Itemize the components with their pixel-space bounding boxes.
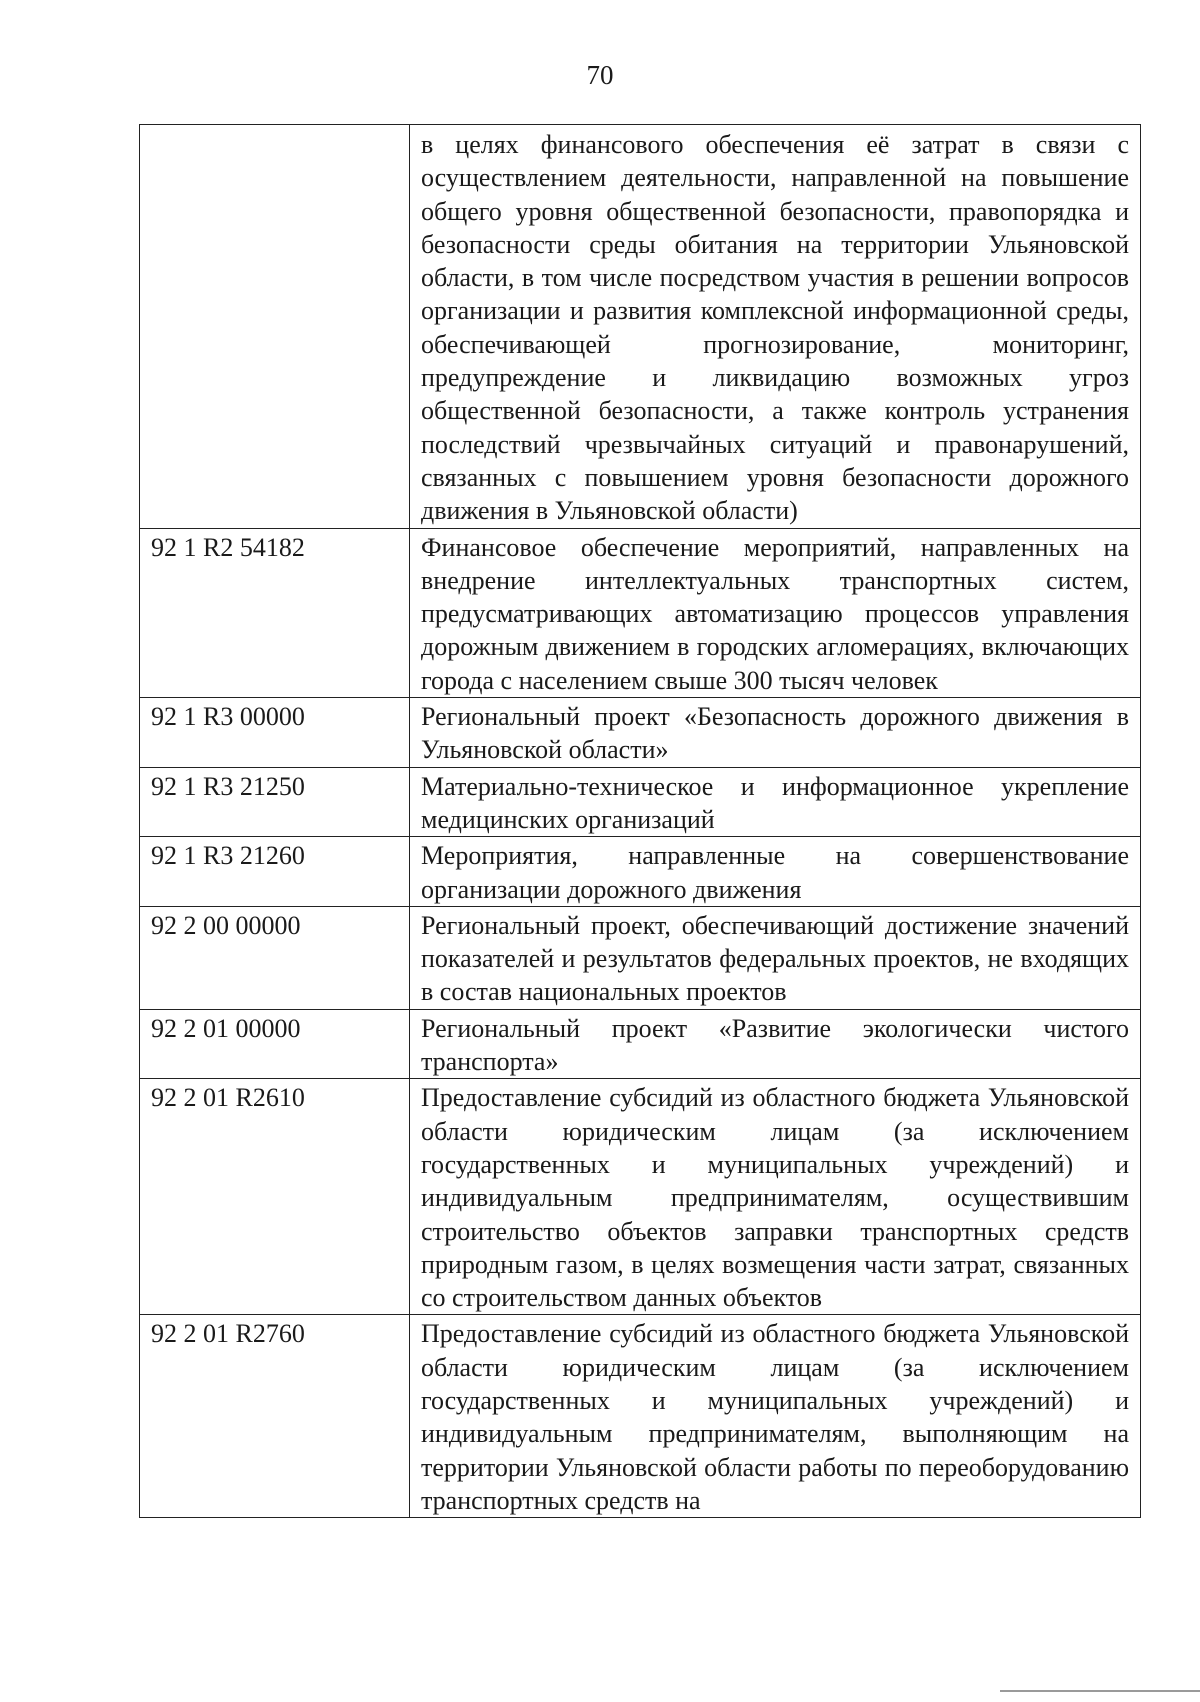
description-cell: Региональный проект «Развитие экологически чистого транспорта» (410, 1009, 1141, 1079)
description-cell: Предоставление субсидий из областного бюджета Ульяновской области юридическим лицам (за исключением государственных и муниципальных учреждений) и индивидуальным предпринимателям, выполняющим на территории Ульяновской области работы по переоборудованию транспортных средств на (410, 1315, 1141, 1518)
code-cell: 92 2 01 R2610 (140, 1079, 410, 1315)
table-row (140, 528, 1141, 697)
scan-edge-line (1000, 1690, 1200, 1692)
code-cell: 92 1 R3 21250 (140, 767, 410, 837)
table-row (140, 1315, 1141, 1518)
code-cell (140, 125, 410, 529)
description-cell: Предоставление субсидий из областного бюджета Ульяновской области юридическим лицам (за исключением государственных и муниципальных учреждений) и индивидуальным предпринимателям, осуществившим строительство объектов заправки транспортных средств природным газом, в целях возмещения части затрат, связанных со строительством данных объектов (410, 1079, 1141, 1315)
description-cell: Региональный проект «Безопасность дорожного движения в Ульяновской области» (410, 698, 1141, 768)
table-row (140, 1009, 1141, 1079)
code-cell: 92 1 R2 54182 (140, 528, 410, 697)
description-cell: в целях финансового обеспечения её затрат в связи с осуществлением деятельности, направленной на повышение общего уровня общественной безопасности, правопорядка и безопасности среды обитания на территории Ульяновской области, в том числе посредством участия в решении вопросов организации и развития комплексной информационной среды, обеспечивающей прогнозирование, мониторинг, предупреждение и ликвидацию возможных угроз общественной безопасности, а также контроль устранения последствий чрезвычайных ситуаций и правонарушений, связанных с повышением уровня безопасности дорожного движения в Ульяновской области) (410, 125, 1141, 529)
budget-classification-table (139, 124, 1141, 1518)
table-row (140, 837, 1141, 907)
description-cell: Региональный проект, обеспечивающий достижение значений показателей и результатов федеральных проектов, не входящих в состав национальных проектов (410, 906, 1141, 1009)
page-number: 70 (586, 60, 614, 90)
table-row (140, 1079, 1141, 1315)
table-row (140, 767, 1141, 837)
description-cell: Материально-техническое и информационное укрепление медицинских организаций (410, 767, 1141, 837)
description-cell: Мероприятия, направленные на совершенствование организации дорожного движения (410, 837, 1141, 907)
code-cell: 92 2 00 00000 (140, 906, 410, 1009)
table-row (140, 125, 1141, 529)
code-cell: 92 1 R3 00000 (140, 698, 410, 768)
code-cell: 92 2 01 00000 (140, 1009, 410, 1079)
table-row (140, 906, 1141, 1009)
description-cell: Финансовое обеспечение мероприятий, направленных на внедрение интеллектуальных транспортных систем, предусматривающих автоматизацию процессов управления дорожным движением в городских агломерациях, включающих города с населением свыше 300 тысяч человек (410, 528, 1141, 697)
code-cell: 92 1 R3 21260 (140, 837, 410, 907)
table-row (140, 698, 1141, 768)
code-cell: 92 2 01 R2760 (140, 1315, 410, 1518)
